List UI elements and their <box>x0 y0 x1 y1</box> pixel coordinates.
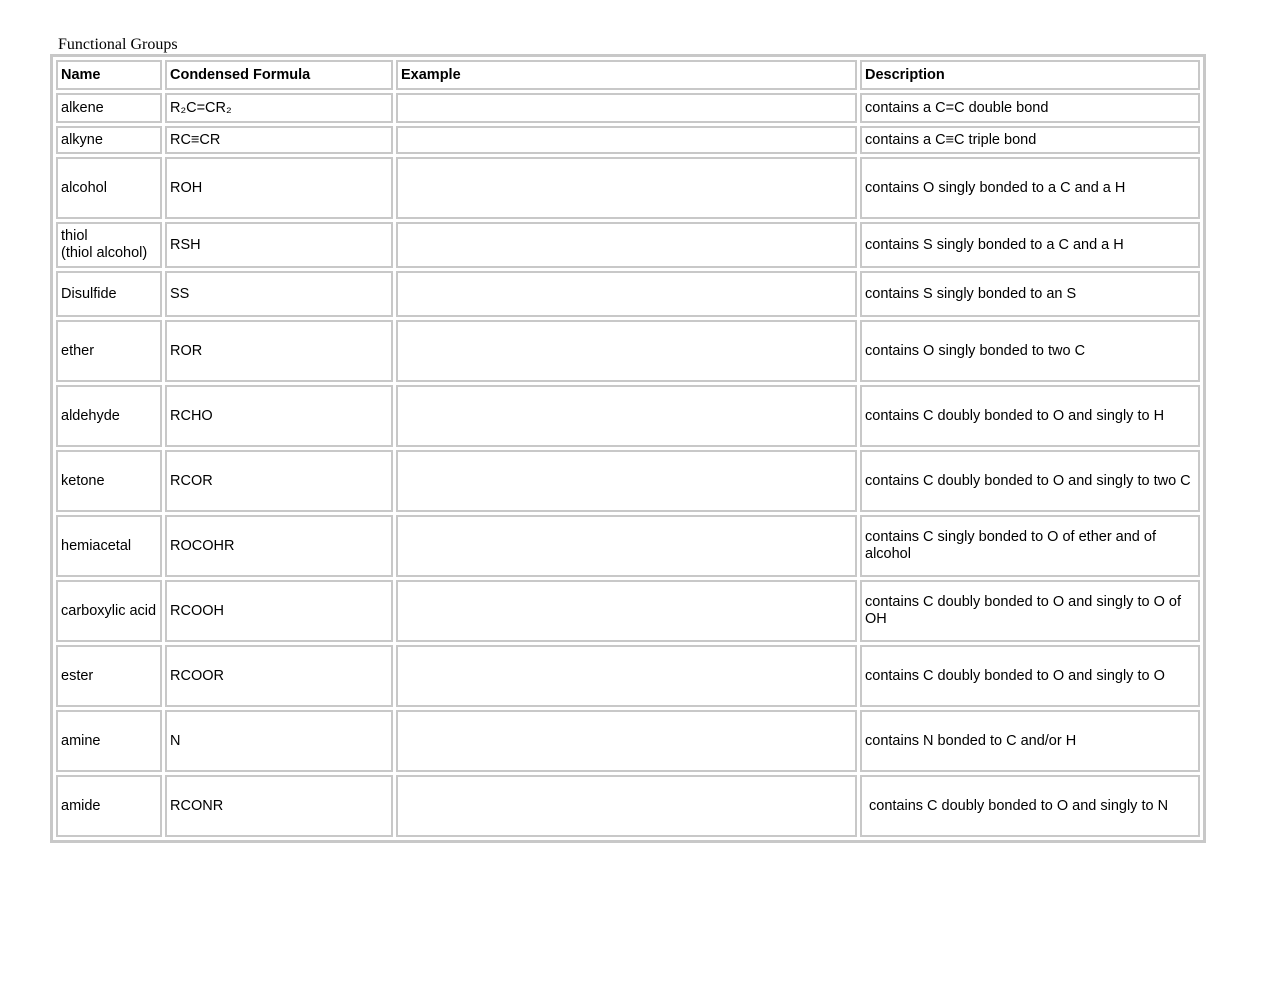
header-formula: Condensed Formula <box>165 60 393 90</box>
cell-description: contains S singly bonded to a C and a H <box>860 222 1200 268</box>
cell-example[interactable] <box>396 450 857 512</box>
cell-description: contains O singly bonded to two C <box>860 320 1200 382</box>
cell-description: contains C doubly bonded to O and singly to O of OH <box>860 580 1200 642</box>
cell-formula: RC≡CR <box>165 126 393 154</box>
cell-name <box>56 222 162 268</box>
cell-name-line1: thiol <box>61 228 88 244</box>
cell-formula: RCOOH <box>165 580 393 642</box>
cell-formula: R₂C=CR₂ <box>165 93 393 123</box>
cell-example[interactable] <box>396 580 857 642</box>
cell-example[interactable] <box>396 645 857 707</box>
cell-name: ester <box>56 645 162 707</box>
cell-example[interactable] <box>396 775 857 837</box>
table-row <box>56 157 1200 219</box>
cell-description: contains N bonded to C and/or H <box>860 710 1200 772</box>
cell-formula: RSH <box>165 222 393 268</box>
table-row <box>56 222 1200 268</box>
cell-formula: RCHO <box>165 385 393 447</box>
table-row <box>56 93 1200 123</box>
cell-name: alcohol <box>56 157 162 219</box>
cell-name: amine <box>56 710 162 772</box>
cell-name: alkene <box>56 93 162 123</box>
cell-formula: RCONR <box>165 775 393 837</box>
table-row <box>56 320 1200 382</box>
cell-example[interactable] <box>396 157 857 219</box>
table-row <box>56 710 1200 772</box>
cell-description: contains C singly bonded to O of ether and of alcohol <box>860 515 1200 577</box>
cell-name: Disulfide <box>56 271 162 317</box>
cell-example[interactable] <box>396 710 857 772</box>
cell-example[interactable] <box>396 222 857 268</box>
cell-name: ether <box>56 320 162 382</box>
cell-name: carboxylic acid <box>56 580 162 642</box>
table-row <box>56 775 1200 837</box>
cell-description: contains O singly bonded to a C and a H <box>860 157 1200 219</box>
cell-name: alkyne <box>56 126 162 154</box>
page-title: Functional Groups <box>58 36 178 53</box>
cell-formula: ROCOHR <box>165 515 393 577</box>
cell-description: contains C doubly bonded to O and singly to H <box>860 385 1200 447</box>
cell-description: contains C doubly bonded to O and singly to O <box>860 645 1200 707</box>
cell-description: contains C doubly bonded to O and singly to two C <box>860 450 1200 512</box>
cell-name: hemiacetal <box>56 515 162 577</box>
cell-formula: ROR <box>165 320 393 382</box>
cell-formula: N <box>165 710 393 772</box>
cell-formula: RCOR <box>165 450 393 512</box>
cell-example[interactable] <box>396 93 857 123</box>
cell-name: ketone <box>56 450 162 512</box>
header-example: Example <box>396 60 857 90</box>
cell-example[interactable] <box>396 385 857 447</box>
header-name: Name <box>56 60 162 90</box>
cell-formula: ROH <box>165 157 393 219</box>
table-row <box>56 645 1200 707</box>
cell-description: contains a C≡C triple bond <box>860 126 1200 154</box>
table-row <box>56 580 1200 642</box>
table-row <box>56 126 1200 154</box>
cell-description: contains C doubly bonded to O and singly to N <box>860 775 1200 837</box>
table-header-row <box>56 60 1200 90</box>
cell-name-line2: (thiol alcohol) <box>61 245 148 261</box>
cell-example[interactable] <box>396 271 857 317</box>
cell-example[interactable] <box>396 515 857 577</box>
table-row <box>56 515 1200 577</box>
table-row <box>56 385 1200 447</box>
cell-name: aldehyde <box>56 385 162 447</box>
functional-groups-table <box>50 54 1206 843</box>
cell-description: contains a C=C double bond <box>860 93 1200 123</box>
header-description: Description <box>860 60 1200 90</box>
cell-formula: SS <box>165 271 393 317</box>
cell-description: contains S singly bonded to an S <box>860 271 1200 317</box>
cell-name: amide <box>56 775 162 837</box>
table-row <box>56 271 1200 317</box>
cell-formula: RCOOR <box>165 645 393 707</box>
cell-example[interactable] <box>396 320 857 382</box>
cell-example[interactable] <box>396 126 857 154</box>
table-row <box>56 450 1200 512</box>
